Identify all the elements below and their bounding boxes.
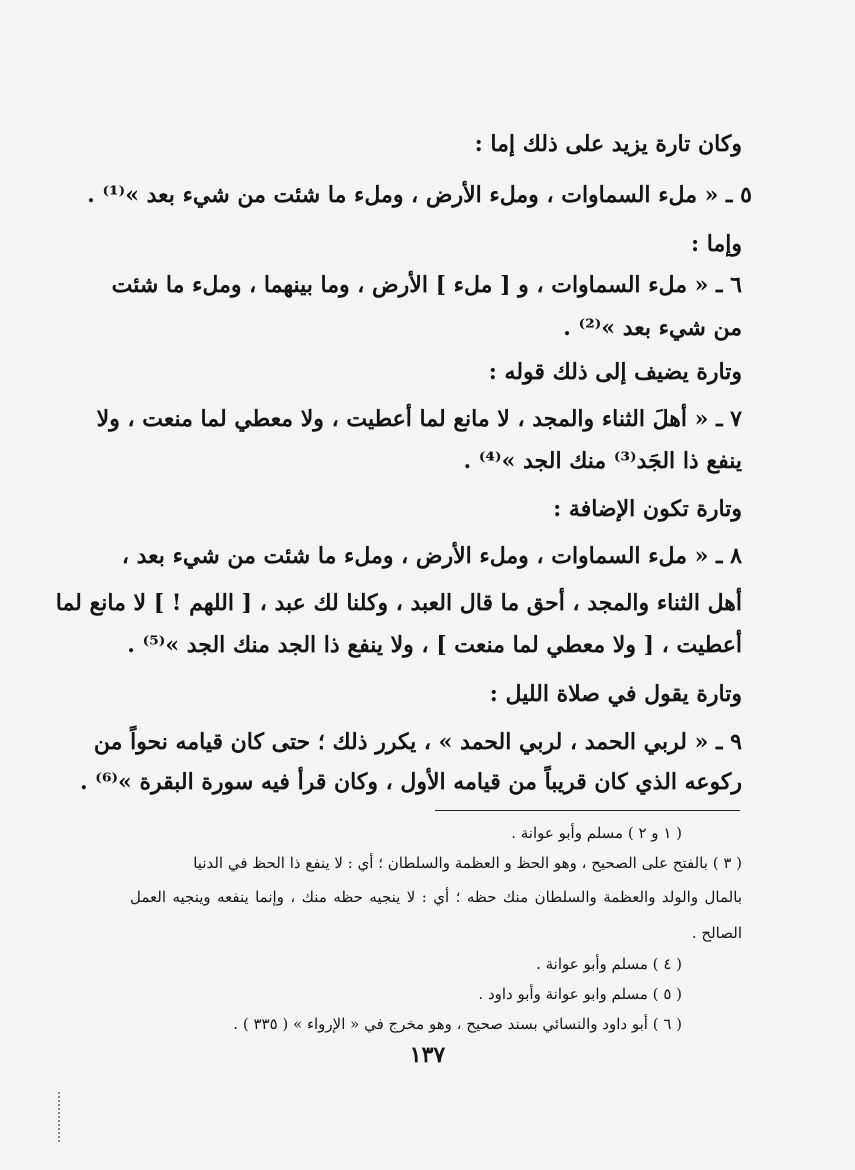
text-line: وإما : — [690, 231, 742, 257]
text-line: ٨ ـ « ملء السماوات ، وملء الأرض ، وملء ما شئت من شيء بعد ، — [121, 543, 742, 569]
page-number: ١٣٧ — [409, 1042, 446, 1068]
text-line: وكان تارة يزيد على ذلك إما : — [474, 131, 742, 157]
footnote-line: ( ٥ ) مسلم وابو عوانة وأبو داود . — [478, 985, 682, 1003]
footnotes — [55, 0, 742, 1040]
text-line: من شيء بعد »⁽²⁾ . — [563, 315, 742, 341]
text-line: وتارة يضيف إلى ذلك قوله : — [488, 359, 742, 385]
footnote-line: ( ٤ ) مسلم وأبو عوانة . — [536, 955, 682, 973]
footnote-line: الصالح . — [691, 924, 742, 942]
footnote-line: ( ٦ ) أبو داود والنسائي بسند صحيح ، وهو مخرج في « الإرواء » ( ٣٣٥ ) . — [233, 1015, 682, 1033]
text-line: ٦ ـ « ملء السماوات ، و [ ملء ] الأرض ، وما بينهما ، وملء ما شئت — [111, 272, 742, 298]
footnote-line: ( ٣ ) بالفتح على الصحيح ، وهو الحظ و العظمة والسلطان ؛ أي : لا ينفع ذا الحظ في الدنيا — [193, 854, 742, 872]
text-line: ركوعه الذي كان قريباً من قيامه الأول ، وكان قرأ فيه سورة البقرة »⁽⁶⁾ . — [79, 769, 742, 795]
text-line: وتارة يقول في صلاة الليل : — [489, 681, 742, 707]
text-line: وتارة تكون الإضافة : — [553, 496, 742, 522]
text-line: أهل الثناء والمجد ، أحق ما قال العبد ، وكلنا لك عبد ، [ اللهم ! ] لا مانع لما — [55, 590, 742, 616]
text-line: ٩ ـ « لربي الحمد ، لربي الحمد » ، يكرر ذلك ؛ حتى كان قيامه نحواً من — [93, 729, 742, 755]
footnote-line: ( ١ و ٢ ) مسلم وأبو عوانة . — [511, 824, 682, 842]
footnote-line: بالمال والولد والعظمة والسلطان منك حظه ؛ أي : لا ينجيه حظه منك ، وإنما ينفعه وينجيه العمل — [130, 888, 742, 906]
scan-margin-marks — [58, 1092, 62, 1142]
text-line: ٧ ـ « أهلَ الثناء والمجد ، لا مانع لما أعطيت ، ولا معطي لما منعت ، ولا — [96, 406, 742, 432]
text-line: ينفع ذا الجَد⁽³⁾ منك الجد »⁽⁴⁾ . — [463, 448, 742, 474]
text-line: أعطيت ، [ ولا معطي لما منعت ] ، ولا ينفع ذا الجد منك الجد »⁽⁵⁾ . — [127, 632, 742, 658]
text-line: ٥ ـ « ملء السماوات ، وملء الأرض ، وملء ما شئت من شيء بعد »⁽¹⁾ . — [87, 182, 752, 208]
